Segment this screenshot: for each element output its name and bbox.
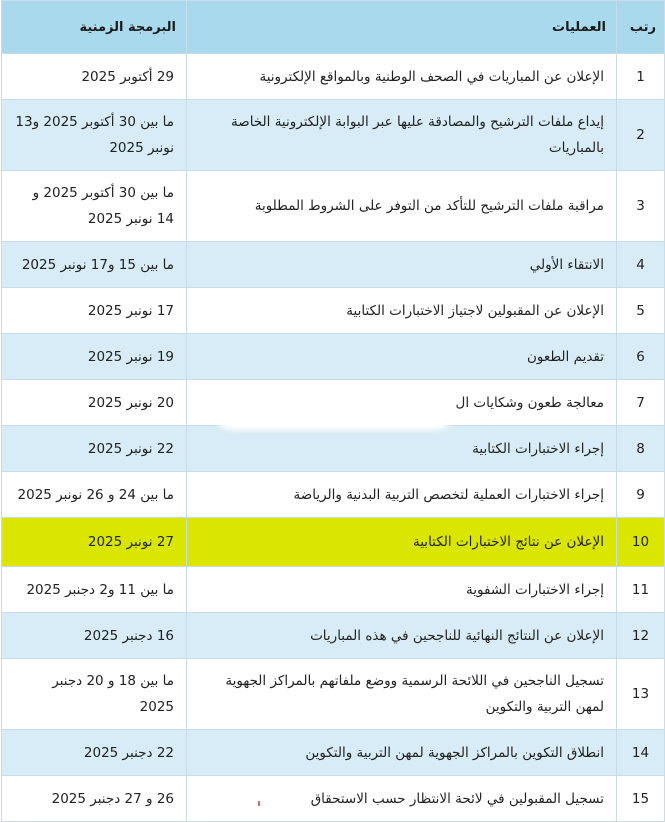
date-cell: 27 نونبر 2025 bbox=[2, 518, 187, 567]
table-row bbox=[2, 171, 665, 242]
date-cell: ما بين 24 و 26 نونبر 2025 bbox=[2, 472, 187, 518]
row-number: 14 bbox=[617, 730, 665, 776]
table-row bbox=[2, 659, 665, 730]
table-row bbox=[2, 334, 665, 380]
row-number: 10 bbox=[617, 518, 665, 567]
operation-cell: الإعلان عن المباريات في الصحف الوطنية وبالمواقع الإلكترونية bbox=[187, 54, 617, 100]
date-cell: 22 دجنبر 2025 bbox=[2, 730, 187, 776]
date-cell: 16 دجنبر 2025 bbox=[2, 613, 187, 659]
row-number: 11 bbox=[617, 567, 665, 613]
operation-cell: تسجيل الناجحين في اللائحة الرسمية ووضع ملفاتهم بالمراكز الجهوية لمهن التربية والتكوين bbox=[187, 659, 617, 730]
date-cell: 17 نونبر 2025 bbox=[2, 288, 187, 334]
operation-cell: مراقبة ملفات الترشيح للتأكد من التوفر على الشروط المطلوبة bbox=[187, 171, 617, 242]
operation-cell: تسجيل المقبولين في لائحة الانتظار حسب الاستحقاق bbox=[187, 776, 617, 822]
table-row bbox=[2, 567, 665, 613]
highlighted-table-row bbox=[2, 518, 665, 567]
date-cell: 19 نونبر 2025 bbox=[2, 334, 187, 380]
row-number: 9 bbox=[617, 472, 665, 518]
operations-header: العمليات bbox=[187, 1, 617, 54]
row-number: 7 bbox=[617, 380, 665, 426]
date-cell: 20 نونبر 2025 bbox=[2, 380, 187, 426]
scan-mark bbox=[258, 801, 260, 806]
rank-header: رتب bbox=[617, 1, 665, 54]
table-row bbox=[2, 613, 665, 659]
row-number: 8 bbox=[617, 426, 665, 472]
table-row bbox=[2, 730, 665, 776]
operation-cell: إجراء الاختبارات الكتابية bbox=[187, 426, 617, 472]
row-number: 3 bbox=[617, 171, 665, 242]
date-cell: ما بين 15 و17 نونبر 2025 bbox=[2, 242, 187, 288]
operation-cell: الإعلان عن المقبولين لاجتياز الاختبارات الكتابية bbox=[187, 288, 617, 334]
row-number: 4 bbox=[617, 242, 665, 288]
date-cell: ما بين 11 و2 دجنبر 2025 bbox=[2, 567, 187, 613]
table-row bbox=[2, 54, 665, 100]
operation-cell: الإعلان عن نتائج الاختبارات الكتابية bbox=[187, 518, 617, 567]
table-row bbox=[2, 100, 665, 171]
table-header-row bbox=[2, 1, 665, 54]
row-number: 1 bbox=[617, 54, 665, 100]
operation-cell: إيداع ملفات الترشيح والمصادقة عليها عبر البوابة الإلكترونية الخاصة بالمباريات bbox=[187, 100, 617, 171]
date-cell: 29 أكتوبر 2025 bbox=[2, 54, 187, 100]
date-cell: ما بين 30 أكتوبر 2025 و 14 نونبر 2025 bbox=[2, 171, 187, 242]
row-number: 13 bbox=[617, 659, 665, 730]
schedule-header: البرمجة الزمنية bbox=[2, 1, 187, 54]
date-cell: ما بين 30 أكتوبر 2025 و13 نونبر 2025 bbox=[2, 100, 187, 171]
operation-cell: إجراء الاختبارات الشفوية bbox=[187, 567, 617, 613]
date-cell: ما بين 18 و 20 دجنبر 2025 bbox=[2, 659, 187, 730]
table-row bbox=[2, 426, 665, 472]
table-row bbox=[2, 288, 665, 334]
operation-cell: إجراء الاختبارات العملية لتخصص التربية البدنية والرياضة bbox=[187, 472, 617, 518]
operation-cell: تقديم الطعون bbox=[187, 334, 617, 380]
table-row bbox=[2, 472, 665, 518]
operation-cell: الانتقاء الأولي bbox=[187, 242, 617, 288]
date-cell: 22 نونبر 2025 bbox=[2, 426, 187, 472]
date-cell: 26 و 27 دجنبر 2025 bbox=[2, 776, 187, 822]
redaction-mask bbox=[218, 398, 450, 426]
operation-cell: معالجة طعون وشكايات ال bbox=[187, 380, 617, 426]
row-number: 15 bbox=[617, 776, 665, 822]
row-number: 2 bbox=[617, 100, 665, 171]
operation-cell: الإعلان عن النتائج النهائية للناجحين في هذه المباريات bbox=[187, 613, 617, 659]
row-number: 5 bbox=[617, 288, 665, 334]
table-row bbox=[2, 242, 665, 288]
row-number: 6 bbox=[617, 334, 665, 380]
operation-cell: انطلاق التكوين بالمراكز الجهوية لمهن التربية والتكوين bbox=[187, 730, 617, 776]
table-row bbox=[2, 776, 665, 822]
row-number: 12 bbox=[617, 613, 665, 659]
